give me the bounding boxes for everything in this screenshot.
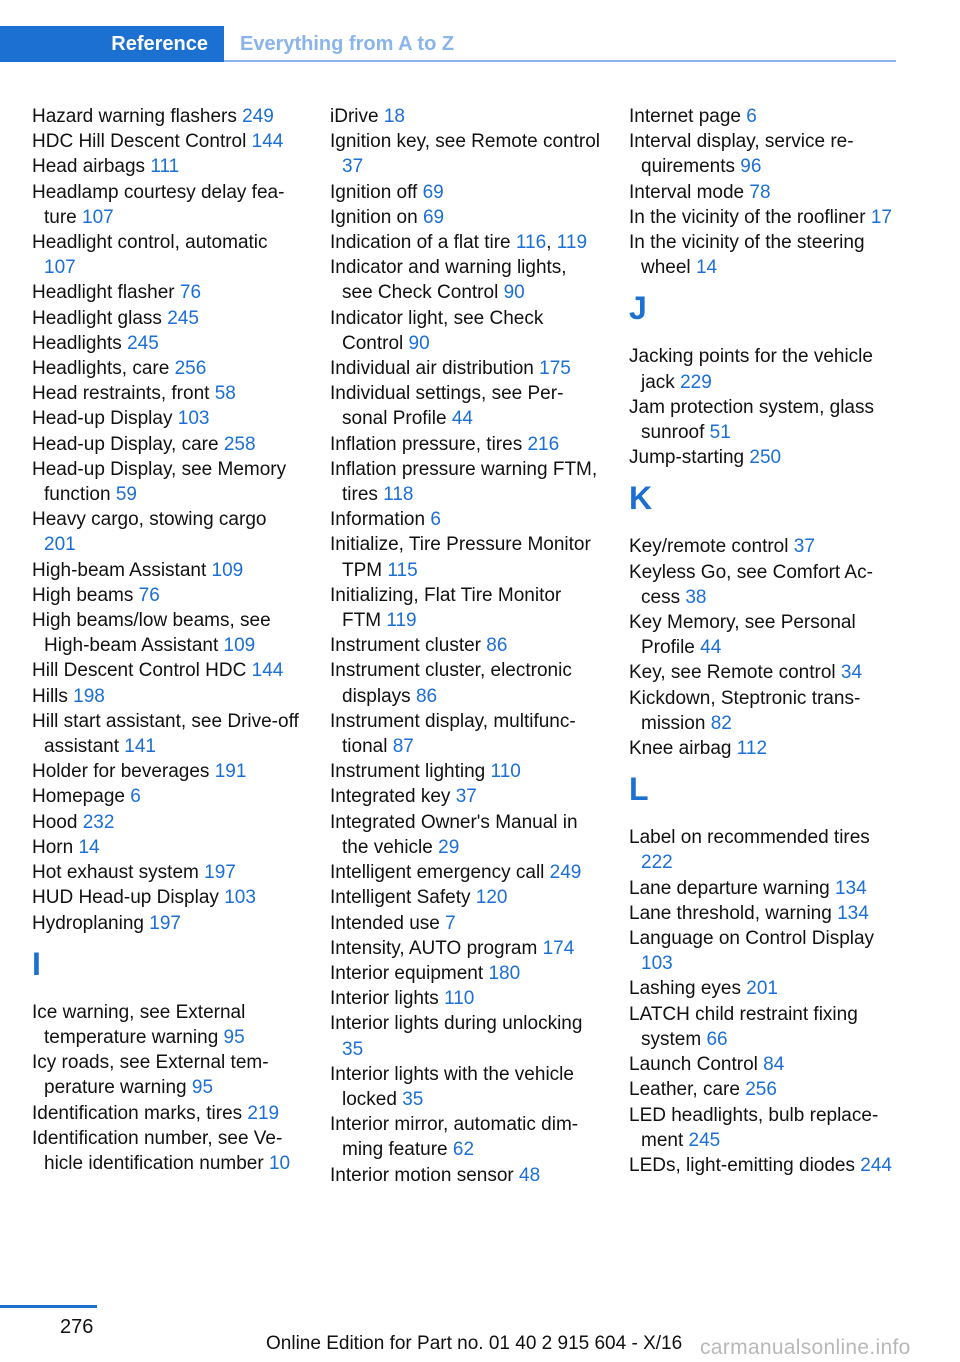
index-entry: [629, 104, 897, 129]
index-entry: [330, 1163, 600, 1188]
page-reference-link[interactable]: 222: [641, 852, 673, 874]
index-entry-text: Identification marks, tires: [32, 1102, 243, 1124]
index-entry-text: Leather, care: [629, 1079, 740, 1101]
page-reference-link[interactable]: 103: [177, 408, 210, 430]
index-entry: [32, 230, 302, 280]
index-entry-text: Interior equipment: [330, 962, 484, 984]
index-entry-text: Instrument cluster, electronic displays: [330, 660, 572, 707]
page-reference-link[interactable]: 84: [763, 1054, 785, 1076]
page-reference-link[interactable]: 258: [223, 433, 256, 455]
index-entry: [32, 860, 302, 885]
page-reference-link[interactable]: 37: [793, 536, 815, 558]
index-entry: [629, 825, 897, 875]
page-reference-link[interactable]: 35: [402, 1088, 424, 1110]
page-reference-link[interactable]: 250: [749, 447, 782, 469]
index-entry-text: In the vicinity of the roofliner: [629, 206, 866, 228]
page-reference-link[interactable]: 59: [115, 484, 137, 506]
page-reference-link[interactable]: 134: [834, 877, 867, 899]
index-entry-text: LATCH child restraint fixing system: [629, 1003, 858, 1050]
index-entry-text: Interior motion sensor: [330, 1164, 514, 1186]
index-entry: [330, 784, 600, 809]
index-entry: [330, 885, 600, 910]
index-entry-text: HUD Head-up Display: [32, 887, 219, 909]
page-reference-link[interactable]: 87: [392, 736, 414, 758]
index-entry-text: Headlight glass: [32, 307, 162, 329]
index-entry-text: Headlights, care: [32, 358, 170, 380]
index-entry-text: Headlight control, automatic: [32, 232, 268, 254]
page-reference-link[interactable]: 109: [211, 559, 244, 581]
index-entry: [32, 835, 302, 860]
page-reference-link[interactable]: 37: [455, 786, 477, 808]
index-entry: [330, 381, 600, 431]
index-entry: [330, 1062, 600, 1112]
index-entry-text: Ignition key, see Remote control: [330, 131, 601, 153]
index-entry: [32, 684, 302, 709]
page-reference-link[interactable]: 109: [223, 635, 256, 657]
page-reference-link[interactable]: 174: [542, 937, 575, 959]
index-entry-text: Hood: [32, 811, 78, 833]
index-entry-text: Intended use: [330, 912, 440, 934]
index-entry: [330, 457, 600, 507]
index-entry-text: Hot exhaust system: [32, 862, 199, 884]
index-entry-text: Identification number, see Vehicle identification number: [32, 1127, 283, 1174]
index-entry: [32, 784, 302, 809]
index-entry: [330, 986, 600, 1011]
index-entry-text: Keyless Go, see Comfort Access: [629, 561, 873, 608]
index-entry: [629, 610, 897, 660]
page-reference-link[interactable]: 34: [840, 662, 863, 684]
index-entry-text: Intensity, AUTO program: [330, 937, 538, 959]
index-entry-text: Integrated Owner's Manual in the vehicle: [330, 811, 578, 858]
page-reference-link[interactable]: 191: [214, 761, 247, 783]
page-reference-link[interactable]: 14: [695, 257, 718, 279]
page-reference-link[interactable]: 76: [138, 584, 160, 606]
index-entry: [330, 583, 600, 633]
index-entry: [629, 976, 897, 1001]
index-entry: [629, 686, 897, 736]
index-entry: [629, 205, 897, 230]
index-entry: [330, 810, 600, 860]
index-entry: [629, 876, 897, 901]
index-entry: [330, 507, 600, 532]
index-entry: [32, 356, 302, 381]
index-entry: [629, 395, 897, 445]
index-entry-text: Initializing, Flat Tire Monitor FTM: [330, 584, 562, 632]
page-reference-link[interactable]: 66: [706, 1028, 728, 1050]
index-entry: [330, 633, 600, 658]
index-entry: [32, 104, 302, 129]
index-letter-heading: I: [32, 945, 41, 982]
index-entry: [629, 560, 897, 610]
page-reference-link[interactable]: 119: [556, 232, 588, 254]
page-reference-link[interactable]: 180: [488, 962, 521, 984]
section-tab-reference: [0, 26, 224, 62]
index-entry: [330, 709, 600, 759]
index-entry-text: LEDs, light-emitting diodes: [629, 1154, 855, 1176]
page-reference-link[interactable]: 249: [242, 106, 274, 127]
index-entry: [629, 344, 897, 394]
index-column-1: [32, 104, 302, 1176]
index-entry: [32, 1050, 302, 1100]
index-entry-text: Instrument lighting: [330, 761, 486, 783]
page-reference-link[interactable]: 96: [740, 156, 762, 178]
page-reference-link[interactable]: 29: [438, 836, 460, 858]
index-entry: [32, 381, 302, 406]
page-reference-link[interactable]: 103: [641, 953, 673, 975]
index-entry: [32, 331, 302, 356]
index-entry-text: Headlights: [32, 332, 122, 354]
index-entry-text: Icy roads, see External temperature warning: [32, 1052, 269, 1099]
index-entry-text: Headlight flasher: [32, 282, 175, 304]
page-reference-link[interactable]: 82: [710, 712, 732, 734]
index-entry: [32, 759, 302, 784]
page-reference-link[interactable]: 69: [422, 181, 444, 203]
index-entry: [629, 926, 897, 976]
index-entry-text: Jump-starting: [629, 447, 745, 469]
index-entry: [32, 306, 302, 331]
index-entry-text: In the vicinity of the steering wheel: [629, 232, 865, 279]
page-reference-link[interactable]: 198: [73, 685, 105, 707]
section-title: Reference: [111, 32, 208, 55]
page-reference-link[interactable]: 69: [422, 206, 445, 228]
index-entry-text: Initialize, Tire Pressure Monitor TPM: [330, 534, 591, 581]
index-entry: [330, 532, 600, 582]
index-entry-text: Key, see Remote control: [629, 662, 836, 684]
page-reference-link[interactable]: 232: [82, 811, 115, 833]
index-entry-text: Instrument display, multifunctional: [330, 710, 576, 758]
edition-note: Online Edition for Part no. 01 40 2 915 604 - X/16: [266, 1333, 683, 1354]
index-entry: [629, 129, 897, 179]
index-entry: [32, 507, 302, 557]
index-entry: [32, 154, 302, 179]
index-entry-text: Horn: [32, 836, 74, 858]
index-entry: [629, 230, 897, 280]
page-reference-link[interactable]: 76: [179, 282, 202, 304]
page-reference-link[interactable]: 120: [475, 887, 508, 909]
index-entry: [32, 558, 302, 583]
index-entry: [32, 810, 302, 835]
index-entry-text: Instrument cluster: [330, 635, 481, 657]
index-letter-heading: J: [629, 290, 647, 327]
page-reference-link[interactable]: 48: [519, 1164, 541, 1186]
index-entry: [330, 104, 600, 129]
index-entry: [629, 445, 897, 470]
index-entry-text: Individual air distribution: [330, 358, 534, 380]
index-entry: [330, 759, 600, 784]
index-entry: [330, 1011, 600, 1061]
page-reference-link[interactable]: 144: [251, 660, 284, 682]
index-entry: [32, 608, 302, 658]
index-entry: [32, 583, 302, 608]
index-entry-text: High beams/low beams, see High-beam Assistant: [32, 610, 271, 657]
index-entry: [330, 306, 600, 356]
index-entry-text: Interval display, service requirements: [629, 131, 854, 178]
index-entry-text: Interval mode: [629, 181, 745, 203]
index-entry-text: Language on Control Display: [629, 928, 875, 950]
page-reference-link[interactable]: 229: [680, 371, 712, 393]
page-reference-link[interactable]: 44: [451, 408, 473, 430]
index-entry: [330, 129, 600, 179]
page-reference-link[interactable]: 7: [445, 912, 456, 934]
page-reference-link[interactable]: 35: [342, 1038, 364, 1060]
index-entry-text: HDC Hill Descent Control: [32, 131, 247, 153]
page-reference-link[interactable]: 6: [130, 786, 141, 808]
index-entry: [629, 1077, 897, 1102]
watermark: carmanualsonline.info: [700, 1336, 911, 1359]
header-divider: [224, 60, 896, 62]
index-entry: [32, 1101, 302, 1126]
index-entry: [32, 129, 302, 154]
page-reference-link[interactable]: 118: [383, 484, 414, 506]
index-entry-text: Hill start assistant, see Drive-off assistant: [32, 710, 299, 758]
page-reference-link[interactable]: 197: [149, 912, 181, 934]
index-entry: [32, 911, 302, 936]
index-entry-text: Head-up Display, care: [32, 433, 219, 455]
page-reference-link[interactable]: 216: [527, 433, 560, 455]
index-entry: [32, 280, 302, 305]
index-entry: [330, 961, 600, 986]
page-reference-link[interactable]: 201: [746, 978, 778, 1000]
index-entry-text: Interior lights with the vehicle locked: [330, 1063, 574, 1110]
index-entry: [629, 534, 897, 559]
page-reference-link[interactable]: 58: [214, 383, 236, 405]
index-entry-text: Jacking points for the vehicle jack: [629, 346, 873, 393]
index-entry: [32, 885, 302, 910]
page-reference-link[interactable]: 115: [387, 559, 418, 581]
page-reference-link[interactable]: 6: [746, 106, 757, 127]
page-reference-link[interactable]: 245: [688, 1129, 721, 1151]
index-entry-text: Hill Descent Control HDC: [32, 660, 247, 682]
page-reference-link[interactable]: 107: [44, 257, 76, 279]
index-entry-text: Interior lights during unlocking: [330, 1013, 583, 1035]
index-column-2: [330, 104, 600, 1188]
index-entry-text: Head restraints, front: [32, 383, 210, 405]
index-entry-text: Individual settings, see Personal Profile: [330, 383, 564, 430]
index-entry: [330, 180, 600, 205]
index-entry: [629, 180, 897, 205]
index-entry-text: Holder for beverages: [32, 761, 210, 783]
index-entry-text: Jam protection system, glass sunroof: [629, 396, 874, 444]
page-reference-link[interactable]: 110: [490, 761, 521, 783]
index-entry-text: Lashing eyes: [629, 978, 741, 1000]
index-entry: [629, 660, 897, 685]
index-entry-text: Head-up Display: [32, 408, 173, 430]
page-reference-link[interactable]: 86: [486, 635, 508, 657]
page-reference-link[interactable]: 38: [685, 586, 707, 608]
index-letter-heading: K: [629, 480, 653, 517]
index-entry-text: Inflation pressure warning FTM, tires: [330, 458, 598, 506]
index-entry-text: Indicator light, see Check Control: [330, 307, 544, 354]
page-reference-link[interactable]: 44: [700, 637, 722, 659]
subsection-tab: [240, 26, 454, 62]
page-reference-link[interactable]: 95: [191, 1077, 214, 1099]
index-entry: [629, 1153, 897, 1178]
index-entry: [32, 709, 302, 759]
index-entry-text: Kickdown, Steptronic transmission: [629, 687, 861, 734]
page-reference-link[interactable]: 90: [503, 282, 525, 304]
page-reference-link[interactable]: 256: [174, 358, 207, 380]
page-reference-link[interactable]: 245: [127, 332, 159, 354]
index-entry: [32, 406, 302, 431]
index-entry: [629, 736, 897, 761]
index-entry-text: Knee airbag: [629, 738, 732, 760]
index-entry-text: Hydroplaning: [32, 912, 144, 934]
index-entry: [330, 911, 600, 936]
page-reference-link[interactable]: 51: [709, 422, 731, 444]
index-entry-text: Lane departure warning: [629, 877, 830, 899]
page-reference-link[interactable]: 119: [386, 610, 417, 632]
index-entry-text: Lane threshold, warning: [629, 902, 832, 924]
index-entry-text: Head airbags: [32, 156, 146, 178]
index-entry: [32, 457, 302, 507]
index-entry-text: Hills: [32, 685, 68, 707]
index-entry-text: Interior lights: [330, 988, 439, 1010]
page-reference-link[interactable]: 244: [860, 1154, 892, 1176]
index-entry: Indication of a flat tire 116, 119: [330, 232, 588, 254]
page-reference-link[interactable]: 86: [415, 685, 438, 707]
index-entry-text: Ignition on: [330, 206, 418, 228]
index-entry: [32, 1126, 302, 1176]
index-entry: [32, 1000, 302, 1050]
index-entry: [32, 180, 302, 230]
page-reference-link[interactable]: 90: [408, 332, 430, 354]
page-reference-link[interactable]: 175: [539, 358, 571, 380]
page-reference-link[interactable]: 141: [124, 736, 156, 758]
page-reference-link[interactable]: 14: [78, 836, 100, 858]
index-entry-text: Key Memory, see Personal Profile: [629, 612, 856, 659]
index-entry: [330, 205, 600, 230]
page-reference-link[interactable]: 111: [150, 156, 180, 178]
index-column-3: [629, 104, 897, 1178]
page-reference-link[interactable]: 17: [870, 206, 892, 228]
index-entry-text: Hazard warning flashers: [32, 106, 237, 127]
index-entry-text: Homepage: [32, 786, 125, 808]
index-entry: [330, 1112, 600, 1162]
index-entry-text: Ignition off: [330, 181, 418, 203]
index-entry: [330, 255, 600, 305]
page-reference-link[interactable]: 10: [268, 1152, 291, 1174]
page-reference-link[interactable]: 78: [749, 181, 771, 203]
index-entry-text: LED headlights, bulb replacement: [629, 1104, 879, 1151]
index-entry-text: Headlamp courtesy delay feature: [32, 181, 285, 228]
index-entry-text: Indicator and warning lights, see Check Control: [330, 257, 567, 304]
page-reference-link[interactable]: 256: [745, 1079, 777, 1101]
index-entry: [330, 658, 600, 708]
page-reference-link[interactable]: 6: [430, 509, 441, 531]
index-entry-text: Intelligent Safety: [330, 887, 471, 909]
page-reference-link[interactable]: 112: [736, 738, 768, 760]
index-entry-text: iDrive: [330, 106, 379, 127]
index-entry-text: Ice warning, see External temperature warning: [32, 1001, 246, 1048]
index-entry: [330, 936, 600, 961]
index-entry: [330, 860, 600, 885]
page-reference-link[interactable]: 249: [549, 862, 582, 884]
page-reference-link[interactable]: 116: [515, 232, 547, 254]
page-reference-link[interactable]: 144: [251, 131, 284, 153]
page-number: 276: [60, 1316, 94, 1338]
index-entry-text: Internet page: [629, 106, 741, 127]
index-entry-text: High beams: [32, 584, 134, 606]
index-entry: [330, 432, 600, 457]
page-reference-link[interactable]: 62: [452, 1139, 475, 1161]
index-entry-text: Key/remote control: [629, 536, 789, 558]
page-reference-link[interactable]: 245: [167, 307, 199, 329]
page-reference-link[interactable]: 134: [837, 902, 869, 924]
index-letter-heading: L: [629, 771, 649, 808]
page-reference-link[interactable]: 37: [342, 156, 364, 178]
index-entry-text: Launch Control: [629, 1054, 758, 1076]
page-reference-link[interactable]: 103: [224, 887, 256, 909]
page-reference-link[interactable]: 95: [223, 1026, 245, 1048]
index-entry: [32, 658, 302, 683]
index-entry-text: Heavy cargo, stowing cargo: [32, 509, 267, 531]
index-entry-text: Interior mirror, automatic dimming feature: [330, 1114, 579, 1161]
index-entry-text: Inflation pressure, tires: [330, 433, 523, 455]
page-reference-link[interactable]: 201: [44, 534, 76, 556]
index-entry-text: Integrated key: [330, 786, 451, 808]
page-reference-link[interactable]: 107: [82, 206, 114, 228]
index-entry-text: High-beam Assistant: [32, 559, 207, 581]
index-entry: [629, 1103, 897, 1153]
subsection-title: Everything from A to Z: [240, 32, 455, 55]
index-entry: [32, 432, 302, 457]
index-entry-text: Indication of a flat tire: [330, 232, 511, 254]
index-entry: [629, 1002, 897, 1052]
index-entry-text: Information: [330, 509, 426, 531]
index-entry-text: Intelligent emergency call: [330, 862, 545, 884]
page-reference-link[interactable]: 110: [444, 988, 475, 1010]
page-reference-link[interactable]: 197: [204, 862, 236, 884]
index-entry: [629, 1052, 897, 1077]
index-entry-text: Label on recommended tires: [629, 827, 870, 849]
page-reference-link[interactable]: 219: [247, 1102, 280, 1124]
page-reference-link[interactable]: 18: [383, 106, 405, 127]
footer-divider: [0, 1305, 97, 1308]
index-entry: [629, 901, 897, 926]
index-entry-text: Head-up Display, see Memory function: [32, 458, 287, 506]
index-entry: [330, 356, 600, 381]
